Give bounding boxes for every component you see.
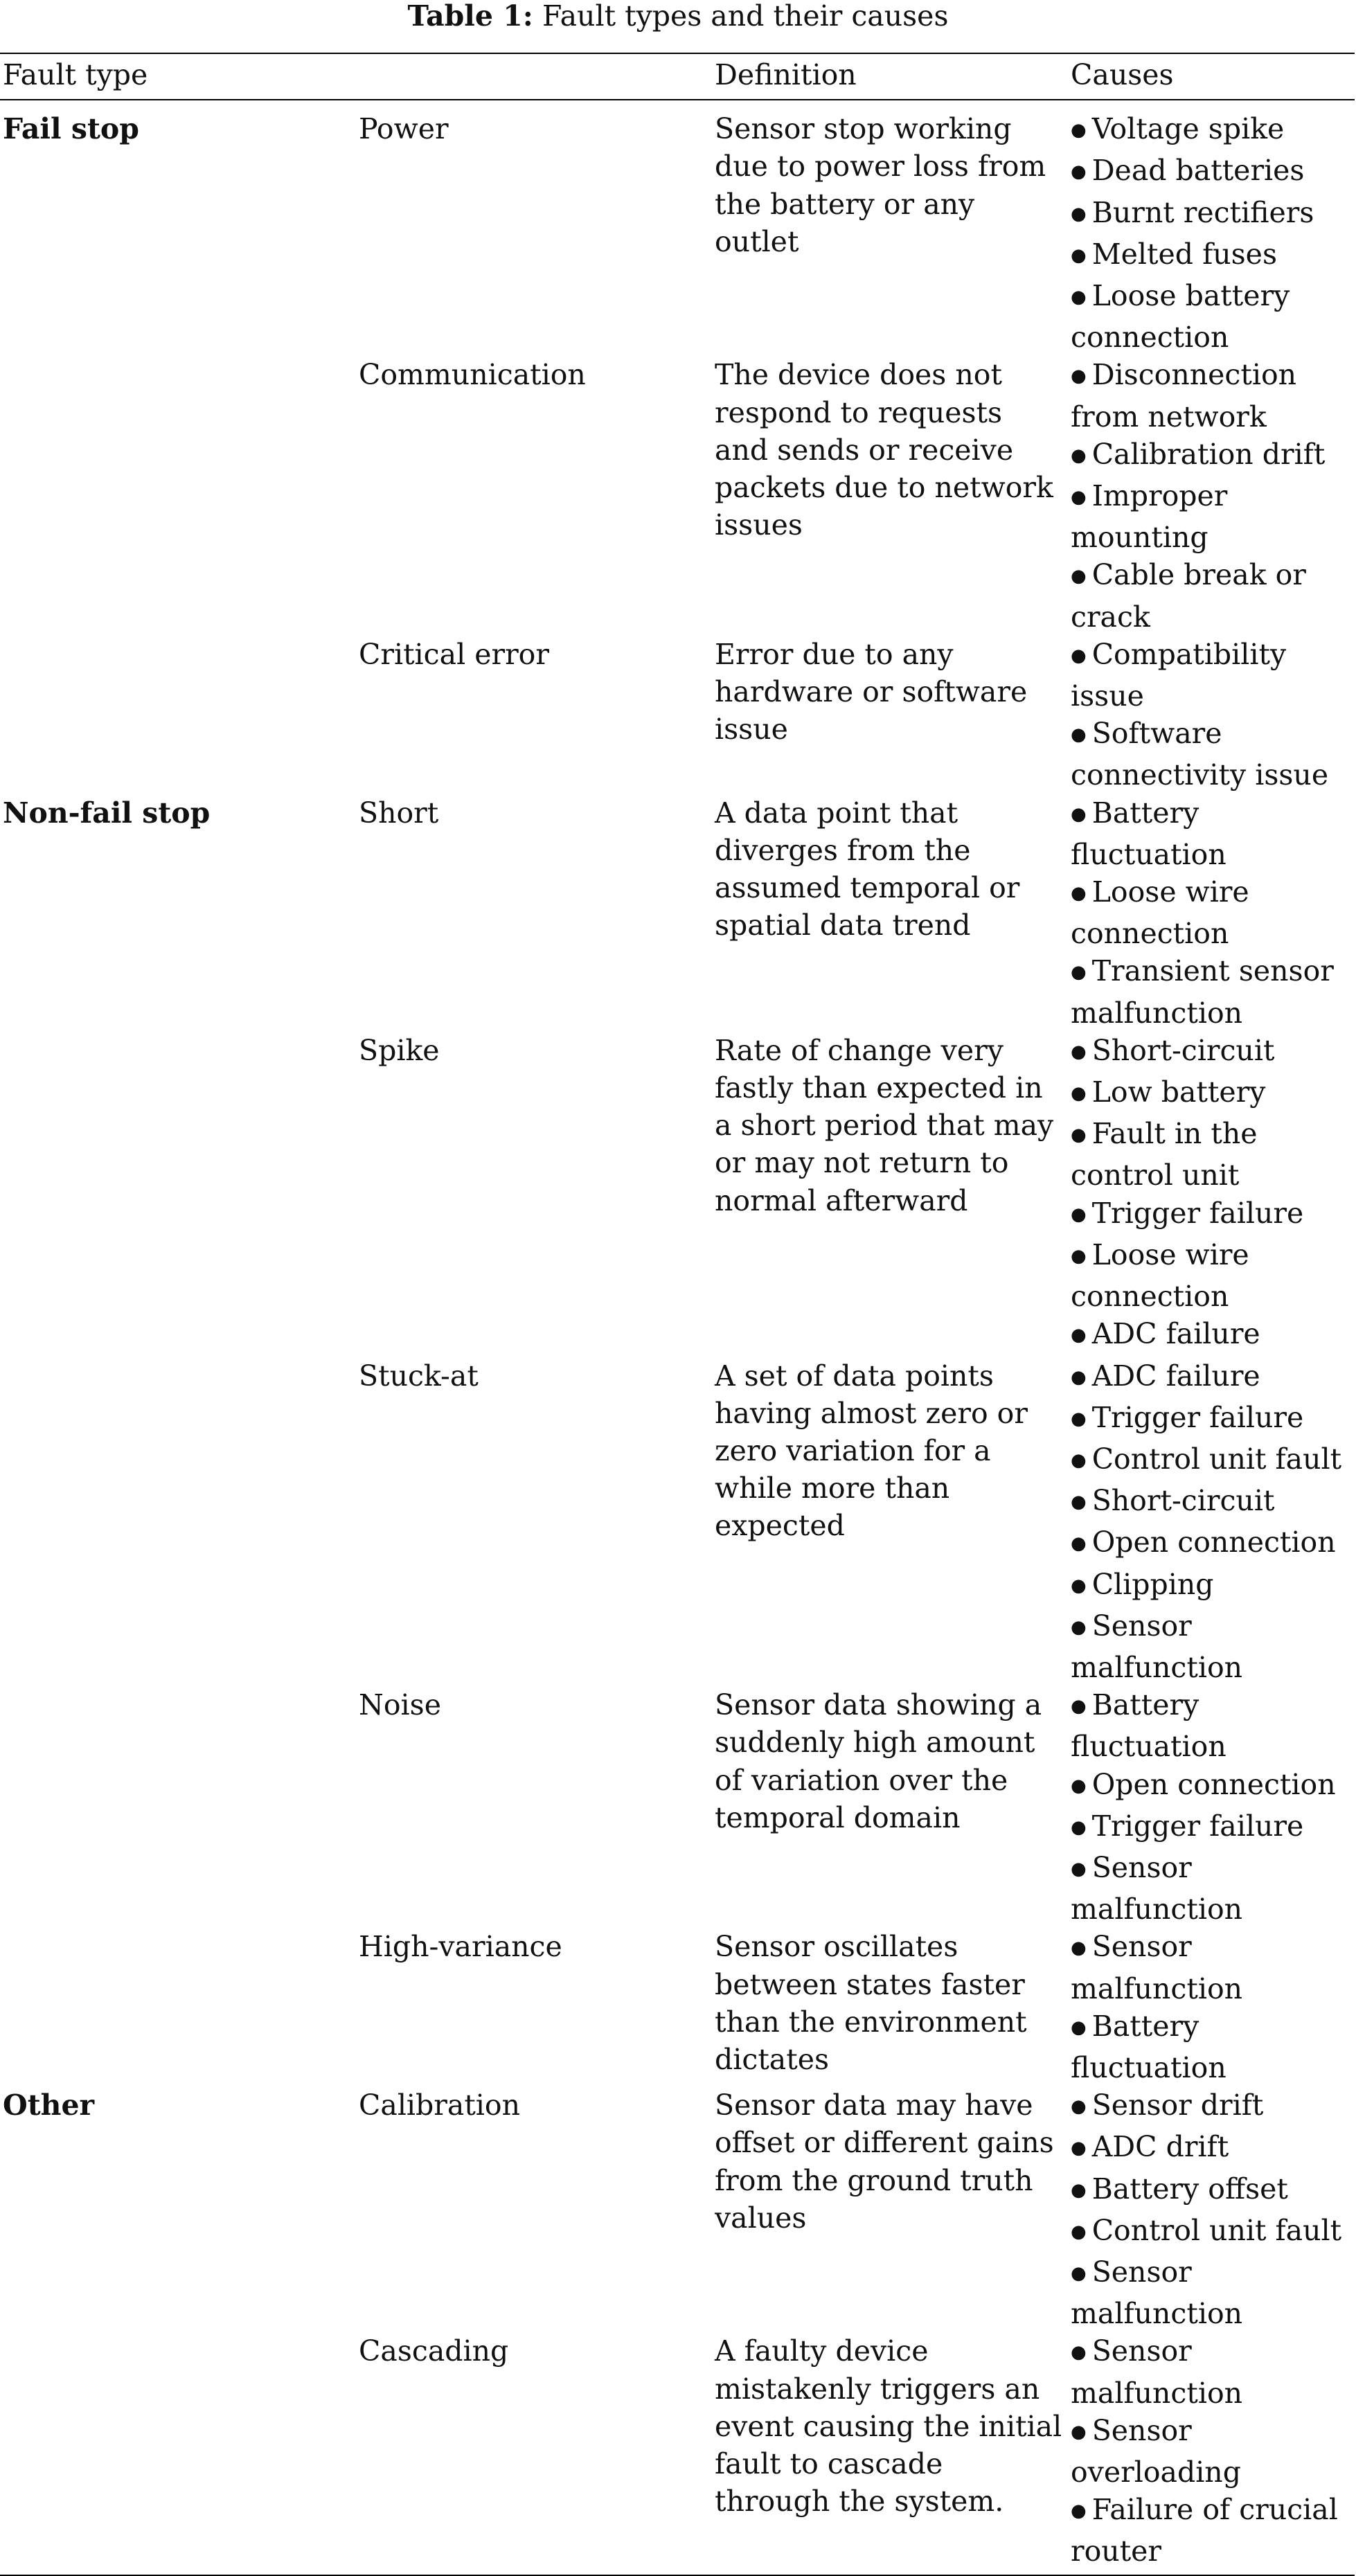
bullet-icon: ● bbox=[1071, 2501, 1087, 2522]
cause-item bbox=[1071, 1607, 1349, 1686]
cause-item bbox=[1071, 1523, 1349, 1565]
cause-text: Loose wire connection bbox=[1071, 1237, 1249, 1314]
fault-subtype-cell: Communication bbox=[359, 358, 586, 392]
causes-list bbox=[1071, 1032, 1349, 1357]
cause-item bbox=[1071, 277, 1349, 356]
bullet-icon: ● bbox=[1071, 1816, 1087, 1838]
fault-group-cell bbox=[0, 1686, 356, 1928]
bullet-icon: ● bbox=[1071, 2096, 1087, 2118]
definition-cell: The device does not respond to requests and sends or receive packets due to network issues bbox=[715, 358, 1053, 542]
cause-text: Sensor malfunction bbox=[1071, 1609, 1243, 1684]
cause-item bbox=[1071, 2086, 1349, 2128]
cause-item bbox=[1071, 2128, 1349, 2170]
bullet-icon: ● bbox=[1071, 1449, 1087, 1471]
header-row bbox=[0, 53, 1355, 100]
bullet-icon: ● bbox=[1071, 1696, 1087, 1717]
cause-item bbox=[1071, 2212, 1349, 2253]
cause-text: Calibration drift bbox=[1091, 437, 1326, 471]
bullet-icon: ● bbox=[1071, 445, 1087, 466]
cause-text: Short-circuit bbox=[1091, 1033, 1275, 1067]
causes-list bbox=[1071, 2086, 1349, 2332]
bullet-icon: ● bbox=[1071, 1325, 1087, 1346]
cause-item bbox=[1071, 1440, 1349, 1482]
fault-subtype-cell: Noise bbox=[359, 1688, 441, 1722]
table-row bbox=[0, 1032, 1355, 1357]
bullet-icon: ● bbox=[1071, 287, 1087, 308]
cause-text: Sensor overloading bbox=[1071, 2413, 1241, 2489]
bullet-icon: ● bbox=[1071, 120, 1087, 141]
cause-text: Melted fuses bbox=[1091, 237, 1277, 271]
cause-text: Cable break or crack bbox=[1071, 558, 1306, 634]
cause-text: Battery offset bbox=[1091, 2172, 1288, 2206]
causes-cell bbox=[1068, 794, 1355, 1032]
cause-text: Sensor malfunction bbox=[1071, 2255, 1243, 2331]
cause-text: Sensor malfunction bbox=[1071, 1930, 1243, 2005]
causes-list bbox=[1071, 1357, 1349, 1687]
fault-group-cell: Other bbox=[3, 2088, 95, 2122]
cause-text: Control unit fault bbox=[1091, 1442, 1342, 1476]
cause-item bbox=[1071, 1032, 1349, 1073]
definition-cell: A set of data points having almost zero or zero variation for a while more than expected bbox=[715, 1359, 1028, 1543]
cause-item bbox=[1071, 1315, 1349, 1357]
cause-item bbox=[1071, 1686, 1349, 1765]
header-causes: Causes bbox=[1071, 58, 1174, 91]
causes-cell bbox=[1068, 100, 1355, 356]
cause-item bbox=[1071, 477, 1349, 556]
bullet-icon: ● bbox=[1071, 566, 1087, 587]
cause-item bbox=[1071, 1928, 1349, 2007]
cause-item bbox=[1071, 1195, 1349, 1236]
table-row bbox=[0, 1686, 1355, 1928]
bullet-icon: ● bbox=[1071, 1616, 1087, 1638]
cause-text: Compatibility issue bbox=[1071, 637, 1287, 713]
bullet-icon: ● bbox=[1071, 1125, 1087, 1146]
cause-item bbox=[1071, 715, 1349, 794]
table-row bbox=[0, 636, 1355, 794]
bullet-icon: ● bbox=[1071, 724, 1087, 746]
cause-text: Sensor drift bbox=[1091, 2088, 1264, 2122]
cause-item bbox=[1071, 1115, 1349, 1194]
cause-text: Disconnection from network bbox=[1071, 358, 1297, 433]
cause-item bbox=[1071, 952, 1349, 1031]
fault-group-cell bbox=[0, 1357, 356, 1687]
cause-text: Low battery bbox=[1091, 1075, 1266, 1109]
table-row bbox=[0, 794, 1355, 1032]
bullet-icon: ● bbox=[1071, 2138, 1087, 2159]
cause-text: Fault in the control unit bbox=[1071, 1117, 1258, 1192]
cause-text: Clipping bbox=[1091, 1567, 1214, 1601]
fault-group-cell bbox=[0, 2332, 356, 2575]
cause-item bbox=[1071, 1807, 1349, 1849]
cause-item bbox=[1071, 1073, 1349, 1115]
definition-cell: Sensor data may have offset or different gains from the ground truth values bbox=[715, 2088, 1054, 2235]
cause-item bbox=[1071, 1849, 1349, 1928]
cause-text: Open connection bbox=[1091, 1767, 1336, 1801]
table-row bbox=[0, 2332, 1355, 2575]
causes-cell bbox=[1068, 2086, 1355, 2332]
cause-text: Sensor malfunction bbox=[1071, 1850, 1243, 1926]
cause-text: Software connectivity issue bbox=[1071, 717, 1329, 792]
cause-text: Dead batteries bbox=[1091, 154, 1305, 188]
bullet-icon: ● bbox=[1071, 203, 1087, 224]
fault-subtype-cell: Stuck-at bbox=[359, 1359, 479, 1393]
cause-item bbox=[1071, 1399, 1349, 1440]
causes-list bbox=[1071, 2332, 1349, 2570]
fault-types-table bbox=[0, 53, 1355, 2576]
cause-text: Voltage spike bbox=[1091, 112, 1285, 146]
fault-group-cell bbox=[0, 636, 356, 794]
causes-list bbox=[1071, 636, 1349, 794]
cause-item bbox=[1071, 2412, 1349, 2491]
bullet-icon: ● bbox=[1071, 2221, 1087, 2242]
definition-cell: Sensor data showing a suddenly high amount of variation over the temporal domain bbox=[715, 1688, 1042, 1834]
bullet-icon: ● bbox=[1071, 366, 1087, 387]
definition-cell: Sensor stop working due to power loss from the battery or any outlet bbox=[715, 112, 1046, 258]
fault-subtype-cell: Calibration bbox=[359, 2088, 521, 2122]
bullet-icon: ● bbox=[1071, 883, 1087, 904]
bullet-icon: ● bbox=[1071, 2179, 1087, 2201]
fault-subtype-cell: Spike bbox=[359, 1033, 440, 1067]
bullet-icon: ● bbox=[1071, 2342, 1087, 2363]
bullet-icon: ● bbox=[1071, 1204, 1087, 1225]
bullet-icon: ● bbox=[1071, 1492, 1087, 1513]
fault-group-cell bbox=[0, 1928, 356, 2086]
causes-list bbox=[1071, 110, 1349, 356]
bullet-icon: ● bbox=[1071, 1041, 1087, 1062]
table-row bbox=[0, 1357, 1355, 1687]
cause-text: Loose wire connection bbox=[1071, 875, 1249, 951]
causes-list bbox=[1071, 356, 1349, 635]
table-body bbox=[0, 100, 1355, 2575]
cause-item bbox=[1071, 556, 1349, 635]
bullet-icon: ● bbox=[1071, 2421, 1087, 2442]
bullet-icon: ● bbox=[1071, 1408, 1087, 1429]
cause-item bbox=[1071, 2332, 1349, 2411]
cause-item bbox=[1071, 2007, 1349, 2086]
cause-item bbox=[1071, 636, 1349, 715]
cause-text: Loose battery connection bbox=[1071, 279, 1290, 355]
fault-subtype-cell: Power bbox=[359, 112, 449, 146]
causes-cell bbox=[1068, 636, 1355, 794]
fault-group-cell: Non-fail stop bbox=[3, 796, 211, 830]
cause-text: Improper mounting bbox=[1071, 479, 1228, 555]
cause-text: Open connection bbox=[1091, 1526, 1336, 1559]
table-caption bbox=[0, 0, 1356, 32]
cause-text: Burnt rectifiers bbox=[1091, 195, 1314, 229]
cause-item bbox=[1071, 1236, 1349, 1315]
bullet-icon: ● bbox=[1071, 244, 1087, 266]
table-row bbox=[0, 2086, 1355, 2332]
cause-text: ADC failure bbox=[1091, 1317, 1260, 1351]
bullet-icon: ● bbox=[1071, 161, 1087, 183]
table-row bbox=[0, 100, 1355, 356]
fault-group-cell bbox=[0, 1032, 356, 1357]
cause-item bbox=[1071, 1357, 1349, 1399]
bullet-icon: ● bbox=[1071, 2016, 1087, 2038]
bullet-icon: ● bbox=[1071, 1245, 1087, 1267]
bullet-icon: ● bbox=[1071, 803, 1087, 825]
header-subtype bbox=[356, 53, 712, 100]
causes-cell bbox=[1068, 1032, 1355, 1357]
cause-item bbox=[1071, 194, 1349, 235]
cause-text: Battery fluctuation bbox=[1071, 1688, 1226, 1764]
fault-group-cell bbox=[0, 356, 356, 635]
cause-item bbox=[1071, 235, 1349, 277]
causes-cell bbox=[1068, 1928, 1355, 2086]
cause-item bbox=[1071, 873, 1349, 952]
cause-text: Trigger failure bbox=[1091, 1809, 1304, 1843]
bullet-icon: ● bbox=[1071, 962, 1087, 983]
cause-text: ADC failure bbox=[1091, 1359, 1260, 1393]
header-definition: Definition bbox=[715, 58, 857, 91]
bullet-icon: ● bbox=[1071, 1858, 1087, 1879]
fault-subtype-cell: Critical error bbox=[359, 637, 549, 671]
caption-label: Table 1: bbox=[407, 0, 533, 33]
causes-cell bbox=[1068, 1357, 1355, 1687]
header-fault-type: Fault type bbox=[3, 58, 148, 91]
cause-text: Short-circuit bbox=[1091, 1484, 1275, 1518]
cause-text: Failure of crucial router bbox=[1071, 2493, 1338, 2568]
cause-text: Trigger failure bbox=[1091, 1196, 1304, 1230]
definition-cell: A faulty device mistakenly triggers an event causing the initial fault to cascade through the system. bbox=[715, 2334, 1062, 2519]
cause-item bbox=[1071, 1766, 1349, 1807]
cause-item bbox=[1071, 2170, 1349, 2212]
cause-item bbox=[1071, 356, 1349, 435]
cause-text: Control unit fault bbox=[1091, 2213, 1342, 2247]
causes-list bbox=[1071, 794, 1349, 1032]
cause-item bbox=[1071, 152, 1349, 193]
cause-text: Transient sensor malfunction bbox=[1071, 954, 1334, 1030]
fault-subtype-cell: Cascading bbox=[359, 2334, 509, 2368]
cause-text: ADC drift bbox=[1091, 2130, 1229, 2164]
cause-item bbox=[1071, 1482, 1349, 1523]
bullet-icon: ● bbox=[1071, 1366, 1087, 1388]
cause-text: Battery fluctuation bbox=[1071, 796, 1226, 871]
fault-subtype-cell: High-variance bbox=[359, 1930, 562, 1964]
definition-cell: Rate of change very fastly than expected in a short period that may or may not return to normal afterward bbox=[715, 1033, 1054, 1217]
fault-group-cell: Fail stop bbox=[3, 112, 139, 146]
caption-text: Fault types and their causes bbox=[542, 0, 949, 33]
definition-cell: Error due to any hardware or software issue bbox=[715, 637, 1028, 746]
table-row bbox=[0, 356, 1355, 635]
cause-text: Trigger failure bbox=[1091, 1400, 1304, 1434]
bullet-icon: ● bbox=[1071, 1775, 1087, 1796]
bullet-icon: ● bbox=[1071, 487, 1087, 508]
causes-list bbox=[1071, 1928, 1349, 2086]
causes-cell bbox=[1068, 356, 1355, 635]
bullet-icon: ● bbox=[1071, 1533, 1087, 1555]
bullet-icon: ● bbox=[1071, 1575, 1087, 1596]
definition-cell: A data point that diverges from the assumed temporal or spatial data trend bbox=[715, 796, 1020, 942]
cause-item bbox=[1071, 1566, 1349, 1607]
causes-cell bbox=[1068, 1686, 1355, 1928]
bullet-icon: ● bbox=[1071, 2262, 1087, 2284]
cause-text: Battery fluctuation bbox=[1071, 2009, 1226, 2084]
causes-cell bbox=[1068, 2332, 1355, 2575]
cause-item bbox=[1071, 2491, 1349, 2570]
bullet-icon: ● bbox=[1071, 1083, 1087, 1104]
cause-item bbox=[1071, 110, 1349, 152]
cause-item bbox=[1071, 2253, 1349, 2332]
cause-item bbox=[1071, 436, 1349, 477]
causes-list bbox=[1071, 1686, 1349, 1928]
bullet-icon: ● bbox=[1071, 1938, 1087, 1959]
table-row bbox=[0, 1928, 1355, 2086]
definition-cell: Sensor oscillates between states faster than the environment dictates bbox=[715, 1930, 1027, 2076]
fault-subtype-cell: Short bbox=[359, 796, 439, 830]
cause-text: Sensor malfunction bbox=[1071, 2334, 1243, 2410]
bullet-icon: ● bbox=[1071, 645, 1087, 666]
cause-item bbox=[1071, 794, 1349, 873]
